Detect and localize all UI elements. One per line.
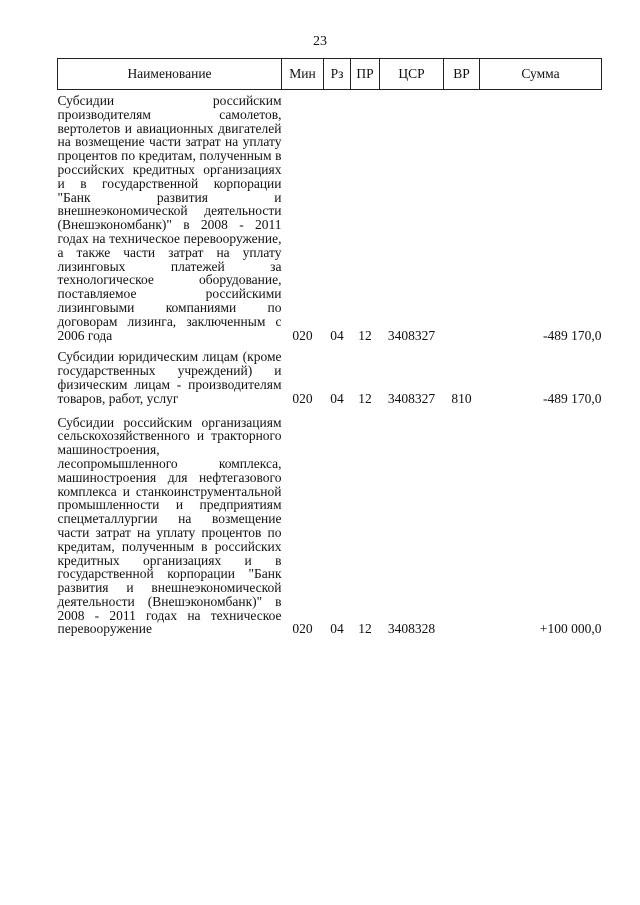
header-sum: Сумма: [480, 59, 602, 90]
header-min: Мин: [282, 59, 324, 90]
row-csr: 3408328: [387, 621, 436, 637]
page-number: 23: [313, 34, 327, 49]
row-rz: 04: [330, 621, 344, 637]
row-pr: 12: [358, 327, 372, 343]
row-name: Субсидии юридическим лицам (кроме государственных учреждений) и физическим лицам - производителям товаров, работ, услуг: [57, 349, 282, 406]
row-vr: [444, 406, 480, 637]
row-pr: 12: [358, 621, 372, 637]
row-pr: 12: [358, 390, 372, 406]
row-sum: -489 170,0: [543, 327, 602, 343]
row-name: Субсидии российским организациям сельскохозяйственного и тракторного машиностроения, лесопромышленного комплекса, машиностроения для нефтегазового комплекса и станкоинструментальной промышленности и предприятиям спецметаллургии на возмещение части затрат на уплату процентов по кредитам, полученным в российских кредитных организациях и в государственной корпорации "Банк развития и внешнеэкономической деятельности (Внешэкономбанк)" в 2008 - 2011 годах на техническое перевооружение: [57, 414, 282, 637]
row-sum: +100 000,0: [539, 621, 602, 637]
row-vr: [444, 90, 480, 343]
row-min: 020: [292, 390, 313, 406]
row-vr: 810: [451, 390, 472, 406]
row-rz: 04: [330, 390, 344, 406]
header-name: Наименование: [58, 59, 282, 90]
table-row: [58, 90, 602, 343]
row-csr: 3408327: [387, 390, 436, 406]
header-pr: ПР: [351, 59, 380, 90]
header-csr: ЦСР: [380, 59, 444, 90]
row-sum: -489 170,0: [543, 390, 602, 406]
row-csr: 3408327: [387, 327, 436, 343]
header-vr: ВР: [444, 59, 480, 90]
row-name: Субсидии российским производителям самолетов, вертолетов и авиационных двигателей на возмещение части затрат на уплату процентов по кредитам, полученным в российских кредитных организациях и в государственной корпорации "Банк развития и внешнеэкономической деятельности (Внешэкономбанк)" в 2008 - 2011 годах на техническое перевооружение, а также части затрат на уплату лизинговых платежей за технологическое оборудование, поставляемое российскими лизинговыми компаниями по договорам лизинга, заключенным с 2006 года: [57, 93, 282, 343]
table-header-row: [58, 59, 602, 90]
row-rz: 04: [330, 327, 344, 343]
budget-table: [57, 58, 602, 636]
table-row: [58, 406, 602, 637]
header-rz: Рз: [324, 59, 351, 90]
row-min: 020: [292, 327, 313, 343]
table-row: [58, 342, 602, 405]
row-min: 020: [292, 621, 313, 637]
